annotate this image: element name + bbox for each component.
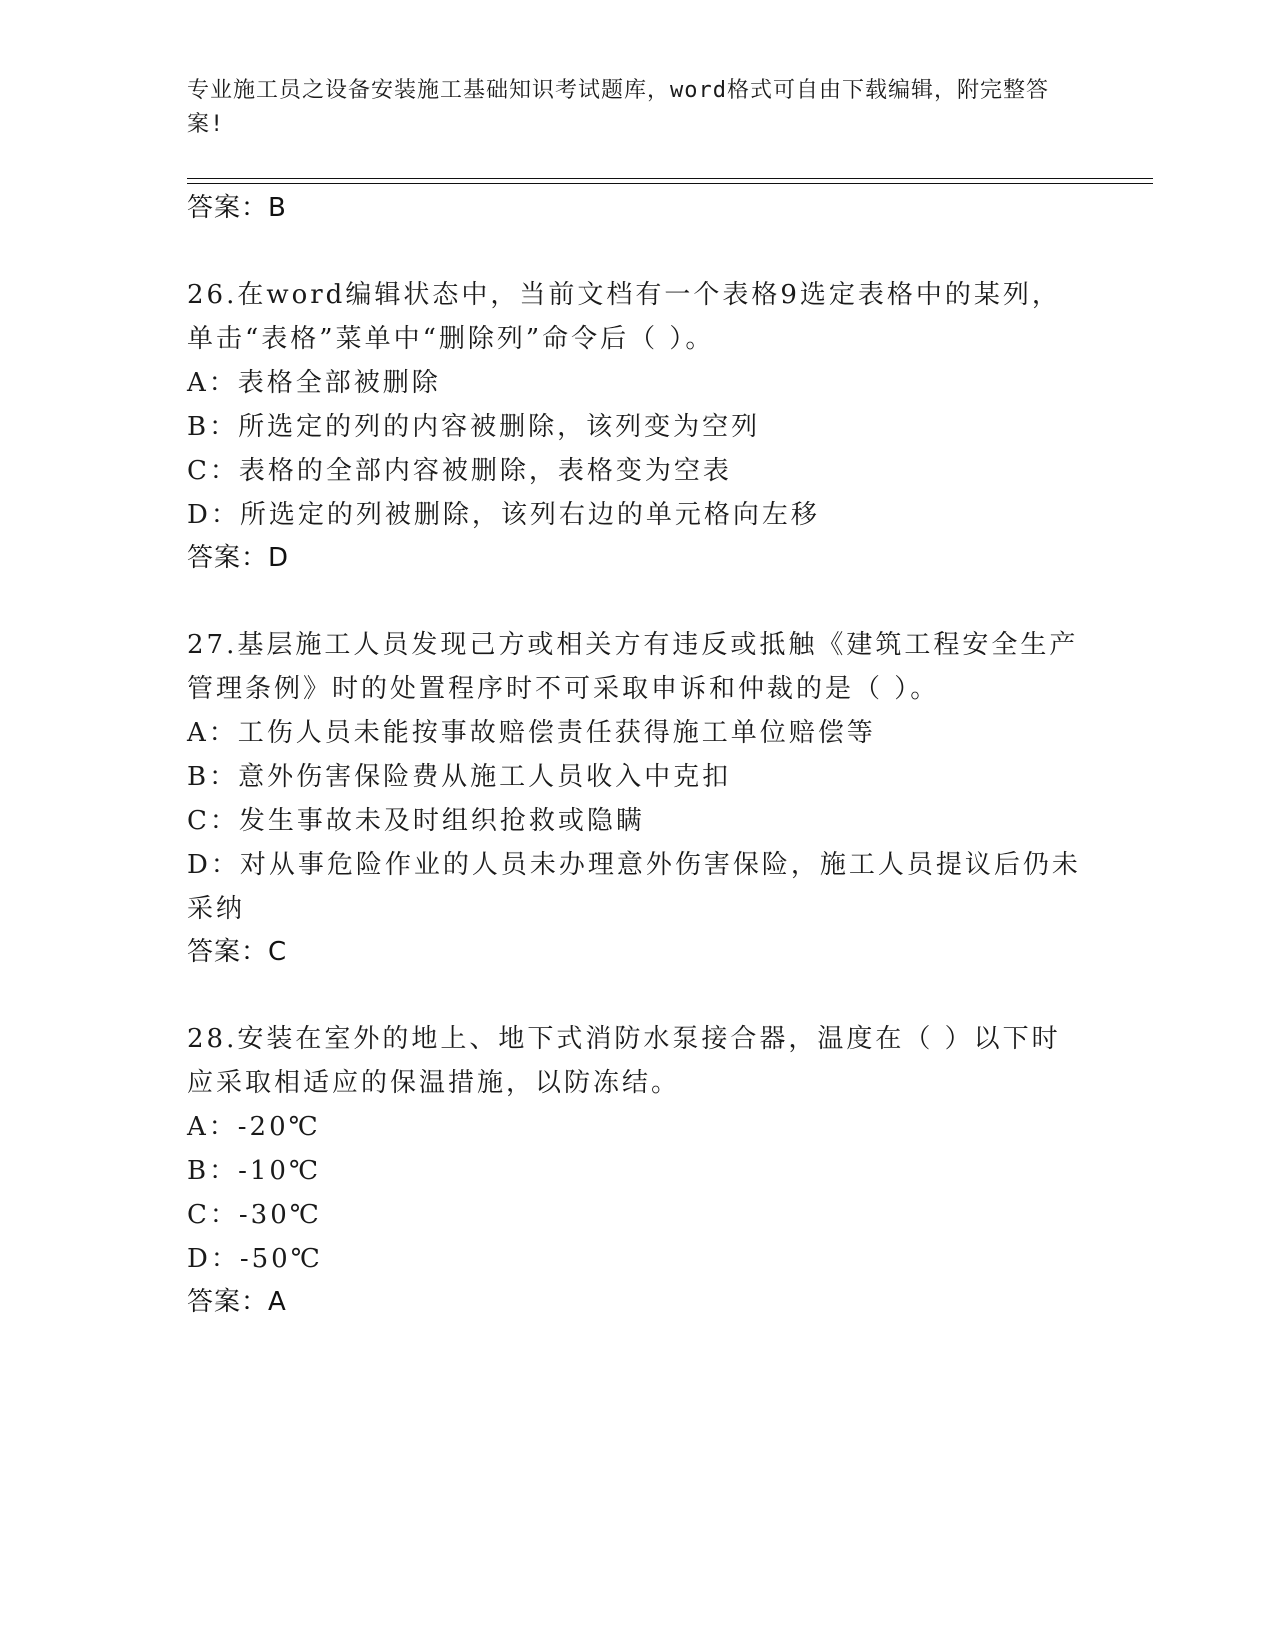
- question-28-option-b: B：-10℃: [187, 1156, 322, 1186]
- header-divider-bottom: [187, 183, 1153, 184]
- question-27-option-d-cont: 采纳: [187, 894, 246, 924]
- question-28-option-a: A：-20℃: [187, 1112, 321, 1142]
- question-27-line-2: 管理条例》时的处置程序时不可采取申诉和仲裁的是（ ）。: [187, 674, 940, 704]
- question-26-option-b: B：所选定的列的内容被删除，该列变为空列: [187, 412, 761, 442]
- question-28-line-2: 应采取相适应的保温措施，以防冻结。: [187, 1068, 681, 1098]
- question-27-option-b: B：意外伤害保险费从施工人员收入中克扣: [187, 762, 732, 792]
- question-26-option-a: A：表格全部被删除: [187, 368, 441, 398]
- question-27-option-a: A：工伤人员未能按事故赔偿责任获得施工单位赔偿等: [187, 718, 876, 748]
- question-26-answer: 答案：D: [187, 543, 290, 573]
- question-28-line-1: 28.安装在室外的地上、地下式消防水泵接合器，温度在（ ）以下时: [187, 1024, 1061, 1054]
- question-27-option-d: D：对从事危险作业的人员未办理意外伤害保险，施工人员提议后仍未: [187, 850, 1081, 880]
- question-28-option-c: C：-30℃: [187, 1200, 322, 1230]
- question-26-option-d: D：所选定的列被删除，该列右边的单元格向左移: [187, 500, 820, 530]
- question-27-answer: 答案：C: [187, 937, 288, 967]
- header-divider-top: [187, 178, 1153, 179]
- question-26-line-2: 单击“表格”菜单中“删除列”命令后（ ）。: [187, 324, 715, 354]
- question-26-line-1: 26.在word编辑状态中，当前文档有一个表格9选定表格中的某列，: [187, 280, 1061, 310]
- question-27-line-1: 27.基层施工人员发现己方或相关方有违反或抵触《建筑工程安全生产: [187, 630, 1079, 660]
- question-27-option-c: C：发生事故未及时组织抢救或隐瞒: [187, 806, 645, 836]
- question-28-option-d: D：-50℃: [187, 1244, 323, 1274]
- answer-previous: 答案：B: [187, 193, 287, 223]
- question-26-option-c: C：表格的全部内容被删除，表格变为空表: [187, 456, 732, 486]
- question-28-answer: 答案：A: [187, 1287, 287, 1317]
- page-header: 专业施工员之设备安装施工基础知识考试题库，word格式可自由下载编辑，附完整答案!: [187, 78, 1049, 137]
